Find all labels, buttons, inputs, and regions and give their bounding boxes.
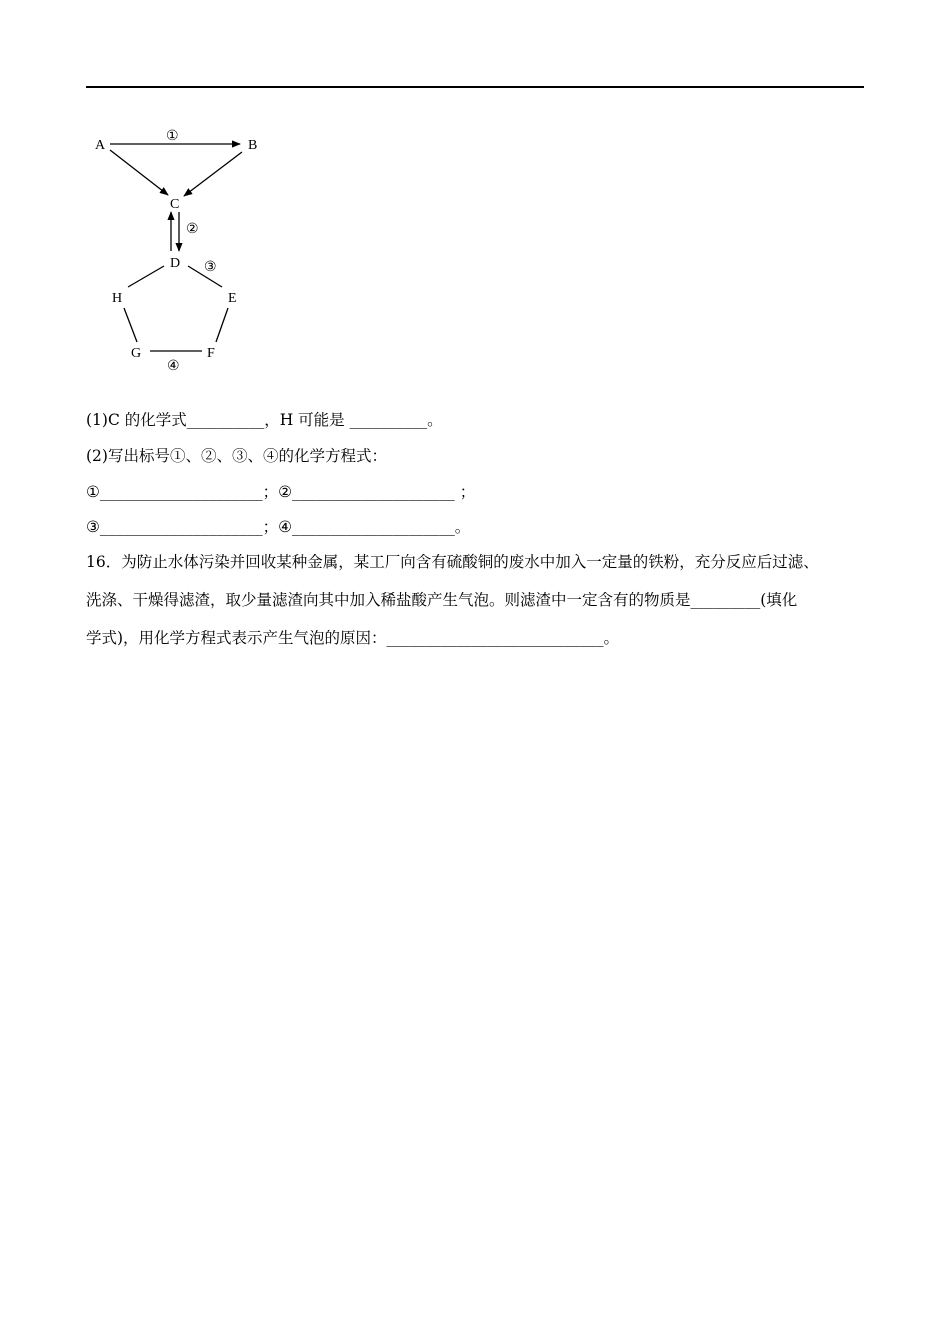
- reaction-diagram: [86, 124, 266, 374]
- answer-line-1: [86, 482, 886, 502]
- node-h: H: [112, 291, 123, 306]
- marker-1: ①: [166, 129, 179, 144]
- node-e: E: [228, 291, 237, 306]
- node-c: C: [170, 197, 180, 212]
- question-2: [86, 446, 886, 466]
- answer-line-2: [86, 517, 886, 537]
- edge-h-g: [124, 308, 137, 342]
- answer-line-2-text: ③_____________________；④_____________________。: [86, 518, 471, 536]
- marker-4: ④: [167, 359, 180, 374]
- marker-3: ③: [204, 260, 217, 275]
- answer-line-1-text: ①_____________________；②_____________________ ；: [86, 483, 476, 501]
- node-g: G: [131, 346, 142, 361]
- question-16-line-1: [86, 552, 886, 572]
- edge-e-f: [216, 308, 228, 342]
- header-rule: [86, 86, 864, 88]
- question-16-text-2: 洗涤、干燥得滤渣，取少量滤渣向其中加入稀盐酸产生气泡。则滤渣中一定含有的物质是_________(填化: [86, 591, 798, 609]
- edge-d-h: [128, 266, 164, 287]
- node-d: D: [170, 256, 181, 271]
- question-16-line-3: [86, 628, 886, 648]
- question-16-line-2: [86, 590, 886, 610]
- arrow-b-to-c: [184, 152, 242, 196]
- node-f: F: [207, 346, 215, 361]
- node-a: A: [95, 138, 106, 153]
- question-1-text: (1)C 的化学式__________，H 可能是 __________。: [86, 411, 443, 429]
- arrow-a-to-c: [110, 150, 168, 195]
- question-2-text: (2)写出标号①、②、③、④的化学方程式：: [86, 447, 387, 465]
- marker-2: ②: [186, 222, 199, 237]
- question-1: [86, 410, 886, 430]
- question-16-text-1: 16．为防止水体污染并回收某种金属，某工厂向含有硫酸铜的废水中加入一定量的铁粉，充分反应后过滤、: [86, 553, 819, 571]
- node-b: B: [248, 138, 258, 153]
- question-16-text-3: 学式)，用化学方程式表示产生气泡的原因：____________________________。: [86, 629, 620, 647]
